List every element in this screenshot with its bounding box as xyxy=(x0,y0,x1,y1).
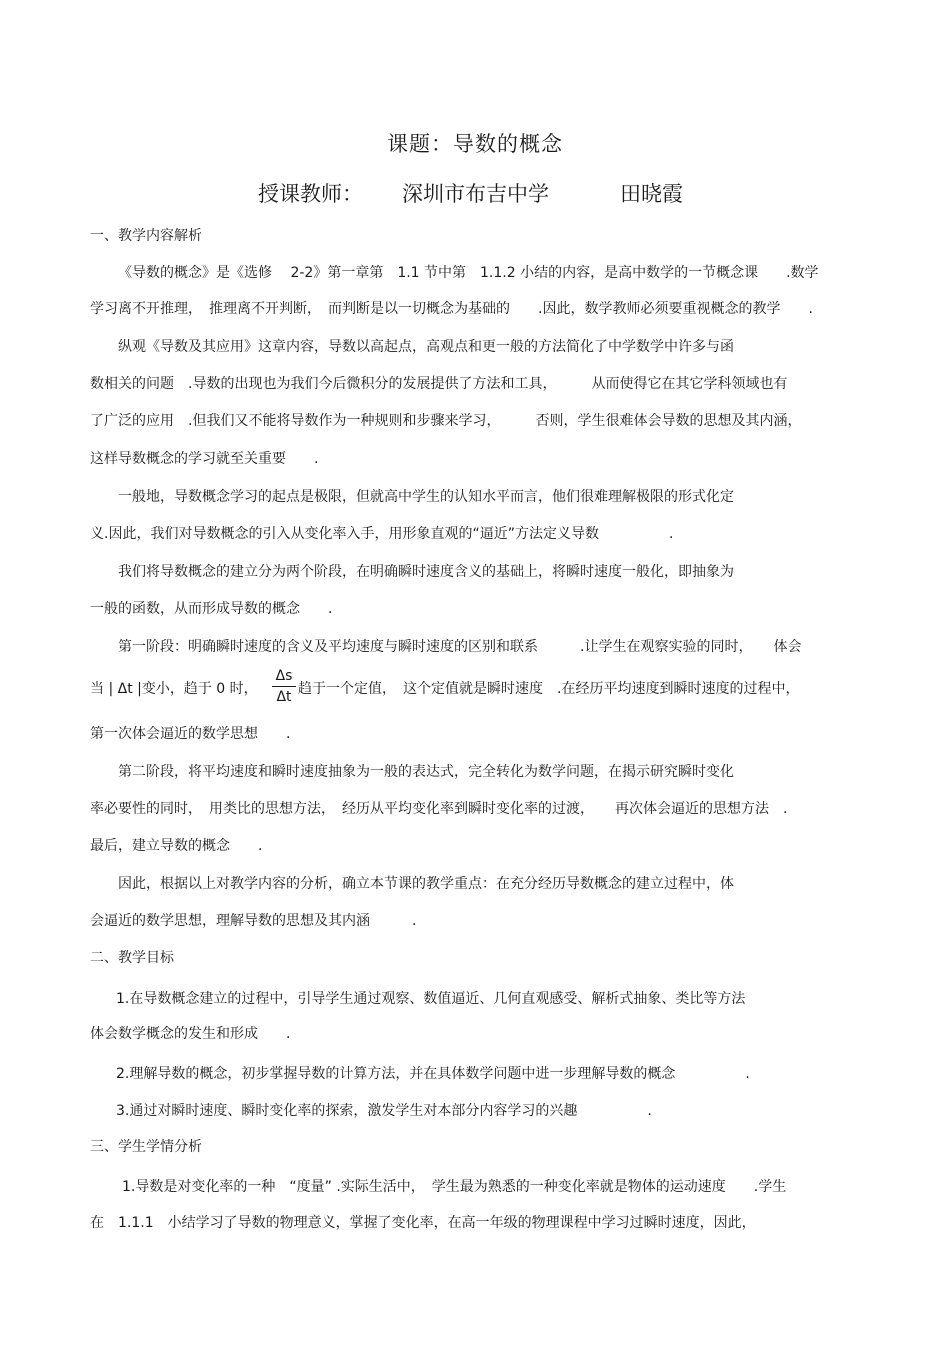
paragraph-line: 义.因此，我们对导数概念的引入从变化率入手，用形象直观的“逼近”方法定义导数 . xyxy=(90,526,674,542)
paragraph-line: 第一阶段：明确瞬时速度的含义及平均速度与瞬时速度的区别和联系 .让学生在观察实验的同时， 体会 xyxy=(118,639,802,655)
section-heading-2: 二、教学目标 xyxy=(90,950,174,966)
list-item: 2.理解导数的概念，初步掌握导数的计算方法，并在具体数学问题中进一步理解导数的概念 . xyxy=(116,1066,750,1082)
teacher-label: 授课教师： xyxy=(258,182,363,206)
list-item: 1.导数是对变化率的一种 “度量” .实际生活中， 学生最为熟悉的一种变化率就是物体的运动速度 .学生 xyxy=(122,1179,787,1195)
fraction-numerator: Δs xyxy=(275,668,293,684)
teacher-school: 深圳市布吉中学 xyxy=(402,182,549,206)
section-heading-1: 一、教学内容解析 xyxy=(90,228,202,244)
paragraph-line: 最后，建立导数的概念 . xyxy=(90,838,263,854)
list-item: 1.在导数概念建立的过程中，引导学生通过观察、数值逼近、几何直观感受、解析式抽象、类比等方法 xyxy=(116,991,746,1007)
paragraph-line: 纵观《导数及其应用》这章内容，导数以高起点，高观点和更一般的方法简化了中学数学中许多与函 xyxy=(118,339,734,355)
list-item-continued: 在 1.1.1 小结学习了导数的物理意义，掌握了变化率，在高一年级的物理课程中学习过瞬时速度，因此， xyxy=(90,1215,756,1231)
paragraph-line: 第一次体会逼近的数学思想 . xyxy=(90,726,291,742)
paragraph-line: 一般的函数，从而形成导数的概念 . xyxy=(90,601,333,617)
list-item-continued: 体会数学概念的发生和形成 . xyxy=(90,1026,291,1042)
paragraph-line: 这样导数概念的学习就至关重要 . xyxy=(90,451,319,467)
paragraph-line: 我们将导数概念的建立分为两个阶段，在明确瞬时速度含义的基础上，将瞬时速度一般化，即抽象为 xyxy=(118,564,734,580)
paragraph-line-after-fraction: 趋于一个定值， 这个定值就是瞬时速度 .在经历平均速度到瞬时速度的过程中， xyxy=(298,681,800,697)
paragraph-line: 第二阶段，将平均速度和瞬时速度抽象为一般的表达式，完全转化为数学问题，在揭示研究瞬时变化 xyxy=(118,764,734,780)
paragraph-line: 一般地，导数概念学习的起点是极限，但就高中学生的认知水平而言，他们很难理解极限的形式化定 xyxy=(118,489,734,505)
paragraph-line: 数相关的问题 .导数的出现也为我们今后微积分的发展提供了方法和工具， 从而使得它在其它学科领域也有 xyxy=(90,376,788,392)
list-item: 3.通过对瞬时速度、瞬时变化率的探索，激发学生对本部分内容学习的兴趣 . xyxy=(116,1103,652,1119)
paragraph-line-before-fraction: 当 | Δt |变小，趋于 0 时， xyxy=(90,681,258,697)
delta-s-over-delta-t-fraction xyxy=(272,667,296,706)
paragraph-line: 因此，根据以上对教学内容的分析，确立本节课的教学重点：在充分经历导数概念的建立过程中，体 xyxy=(118,876,734,892)
paragraph-line: 了广泛的应用 .但我们又不能将导数作为一种规则和步骤来学习， 否则，学生很难体会导数的思想及其内涵， xyxy=(90,413,802,429)
paragraph-line: 会逼近的数学思想，理解导数的思想及其内涵 . xyxy=(90,913,417,929)
fraction-bar xyxy=(272,686,296,687)
page-title: 课题：导数的概念 xyxy=(387,132,563,156)
paragraph-line: 率必要性的同时， 用类比的思想方法， 经历从平均变化率到瞬时变化率的过渡， 再次体会逼近的思想方法 . xyxy=(90,801,788,817)
section-heading-3: 三、学生学情分析 xyxy=(90,1139,202,1155)
paragraph-line: 《导数的概念》是《选修 2-2》第一章第 1.1 节中第 1.1.2 小结的内容，是高中数学的一节概念课 .数学 xyxy=(118,265,819,281)
paragraph-line: 学习离不开推理， 推理离不开判断， 而判断是以一切概念为基础的 .因此，数学教师必须要重视概念的教学 . xyxy=(90,301,813,317)
teacher-name: 田晓霞 xyxy=(620,182,683,206)
fraction-denominator: Δt xyxy=(276,689,292,705)
